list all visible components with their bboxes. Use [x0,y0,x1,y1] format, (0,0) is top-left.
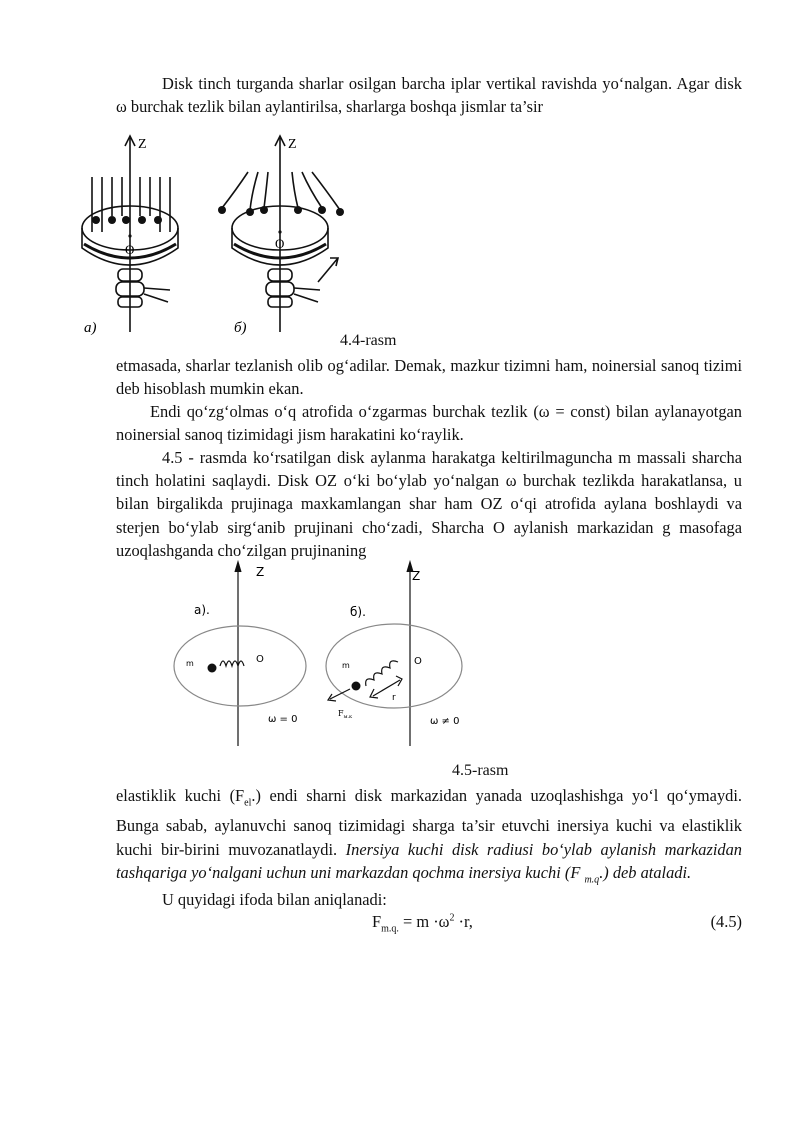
equation-number: (4.5) [710,912,742,931]
axis-label-z-a: Z [256,565,265,579]
paragraph-disk-rotation: 4.5 - rasmda ko‘rsatilgan disk aylanma harakatga keltirilmaguncha m massali sharcha tinch holatini saqlaydi. Disk OZ o‘ki bo‘ylab yo‘nalgan ω burchak tezlikda harakatlansa, u bilan birgalikda prujinaga maxkamlangan shar ham OZ o‘qi atrofida aylana boshlaydi va sterjen bo‘ylab sirg‘anib prujinani cho‘zadi, Sharcha O aylanish markazidan g masofaga uzoqlashganda cho‘zilgan prujinaning [116,448,742,560]
paragraph-ifoda: U quyidagi ifoda bilan aniqlanadi: [162,890,387,909]
center-label-o-a: O [256,654,264,665]
omega-label-b: ω ≠ 0 [430,716,460,727]
center-label-o-b: O [275,236,285,251]
sublabel-a: a) [84,320,97,336]
sublabel-b: б). [350,605,366,619]
paragraph-elastiklik: elastiklik kuchi $(F_{el}.)$ endi sharni disk markazidan yanada uzoqlashishga yo‘l qo‘ymaydi. Bunga sabab, aylanuvchi sanoq tizimidagi sharga ta’sir etuvchi inersiya kuchi va elastiklik kuchi bir-birini muvozanatlaydi. Inersiya kuchi disk radiusi bo‘ylab aylanish markazidan tashqariga yo‘nalgani uchun uni markazdan qochma inersiya kuchi (F $_{m.q}$.) deb ataladi. [116,786,742,886]
paragraph-etmasada: etmasada, sharlar tezlanish olib og‘adilar. Demak, mazkur tizimni ham, noinersial sanoq tizimi deb hisoblash mumkin ekan. [116,356,742,399]
paragraph-endi: Endi qo‘zg‘olmas o‘q atrofida o‘zgarmas burchak tezlik (ω = const) bilan aylanayotgan noinersial sanoq tizimidagi jism harakatini ko‘raylik. [116,402,742,445]
figure-4-5 [160,556,490,751]
figure-4-4-caption: 4.4-rasm [340,332,397,349]
figure-4-5-caption: 4.5-rasm [452,762,509,779]
formula-4-5: $F_{m.q.} = m \cdot\omega^2 \cdot r$, [372,912,473,935]
center-label-o-a: O [125,242,135,257]
figure-4-4 [78,132,368,337]
center-label-o-b: O [414,656,422,667]
force-label: $F_{м.к}$ [338,709,353,720]
sublabel-a: a). [194,603,210,617]
axis-label-z-b: Z [412,569,421,583]
sublabel-b: б) [234,320,247,336]
mass-label-b: m [342,661,350,670]
axis-label-z-a: Z [138,137,147,152]
mass-label-a: m [186,659,194,668]
omega-label-a: ω = 0 [268,714,298,725]
axis-label-z-b: Z [288,137,297,152]
radius-label: r [392,693,396,703]
paragraph-intro: Disk tinch turganda sharlar osilgan barcha iplar vertikal ravishda yo‘nalgan. Agar disk ω burchak tezlik bilan aylantirilsa, sharlarga boshqa jismlar ta’sir [116,74,742,117]
disk-ellipse-a [174,626,306,706]
